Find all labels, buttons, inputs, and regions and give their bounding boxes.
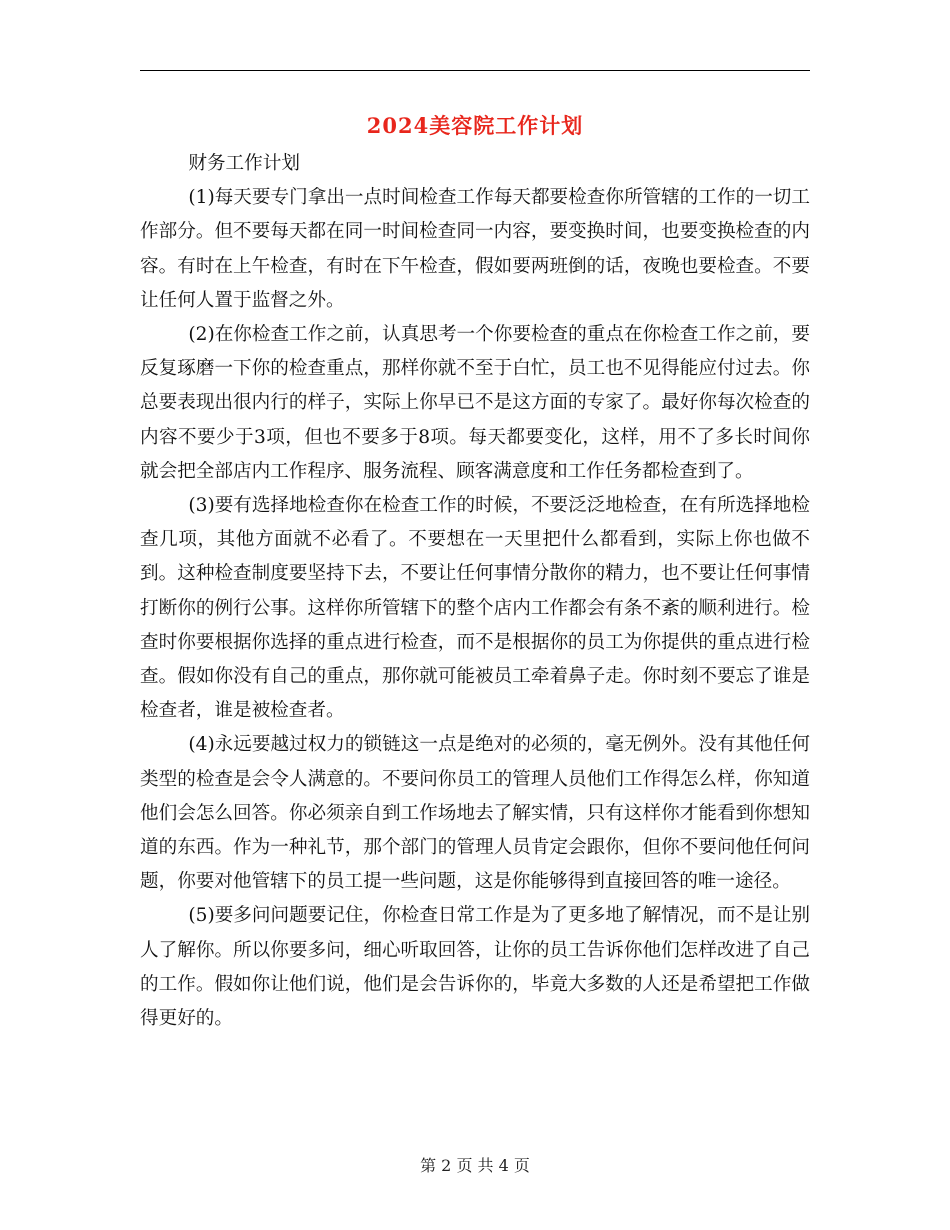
page-number: 第 2 页 共 4 页 [420, 1156, 530, 1175]
paragraph-1: (1)每天要专门拿出一点时间检查工作每天都要检查你所管辖的工作的一切工作部分。但不要每天都在同一时间检查同一内容，要变换时间，也要变换检查的内容。有时在上午检查，有时在下午检查，假如要两班倒的话，夜晚也要检查。不要让任何人置于监督之外。 [140, 187, 810, 311]
paragraph-4: (4)永远要越过权力的锁链这一点是绝对的必须的，毫无例外。没有其他任何类型的检查是会令人满意的。不要问你员工的管理人员他们工作得怎么样，你知道他们会怎么回答。你必须亲自到工作场地去了解实情，只有这样你才能看到你想知道的东西。作为一种礼节，那个部门的管理人员肯定会跟你，但你不要问他任何问题，你要对他管辖下的员工提一些问题，这是你能够得到直接回答的唯一途径。 [140, 734, 810, 893]
document-body [140, 147, 810, 1036]
section-heading: 财务工作计划 [188, 153, 300, 174]
paragraph-3: (3)要有选择地检查你在检查工作的时候，不要泛泛地检查，在有所选择地检查几项，其他方面就不必看了。不要想在一天里把什么都看到，实际上你也做不到。这种检查制度要坚持下去，不要让任何事情分散你的精力，也不要让任何事情打断你的例行公事。这样你所管辖下的整个店内工作都会有条不紊的顺利进行。检查时你要根据你选择的重点进行检查，而不是根据你的员工为你提供的重点进行检查。假如你没有自己的重点，那你就可能被员工牵着鼻子走。你时刻不要忘了谁是检查者，谁是被检查者。 [140, 495, 810, 722]
paragraph-5: (5)要多问问题要记住，你检查日常工作是为了更多地了解情况，而不是让别人了解你。所以你要多问，细心听取回答，让你的员工告诉你他们怎样改进了自己的工作。假如你让他们说，他们是会告诉你的，毕竟大多数的人还是希望把工作做得更好的。 [140, 905, 810, 1030]
document-title: 2024美容院工作计划 [366, 113, 584, 138]
paragraph-2: (2)在你检查工作之前，认真思考一个你要检查的重点在你检查工作之前，要反复琢磨一下你的检查重点，那样你就不至于白忙，员工也不见得能应付过去。你总要表现出很内行的样子，实际上你早已不是这方面的专家了。最好你每次检查的内容不要少于3项，但也不要多于8项。每天都要变化，这样，用不了多长时间你就会把全部店内工作程序、服务流程、顾客满意度和工作任务都检查到了。 [140, 324, 810, 482]
header-rule [140, 70, 810, 71]
